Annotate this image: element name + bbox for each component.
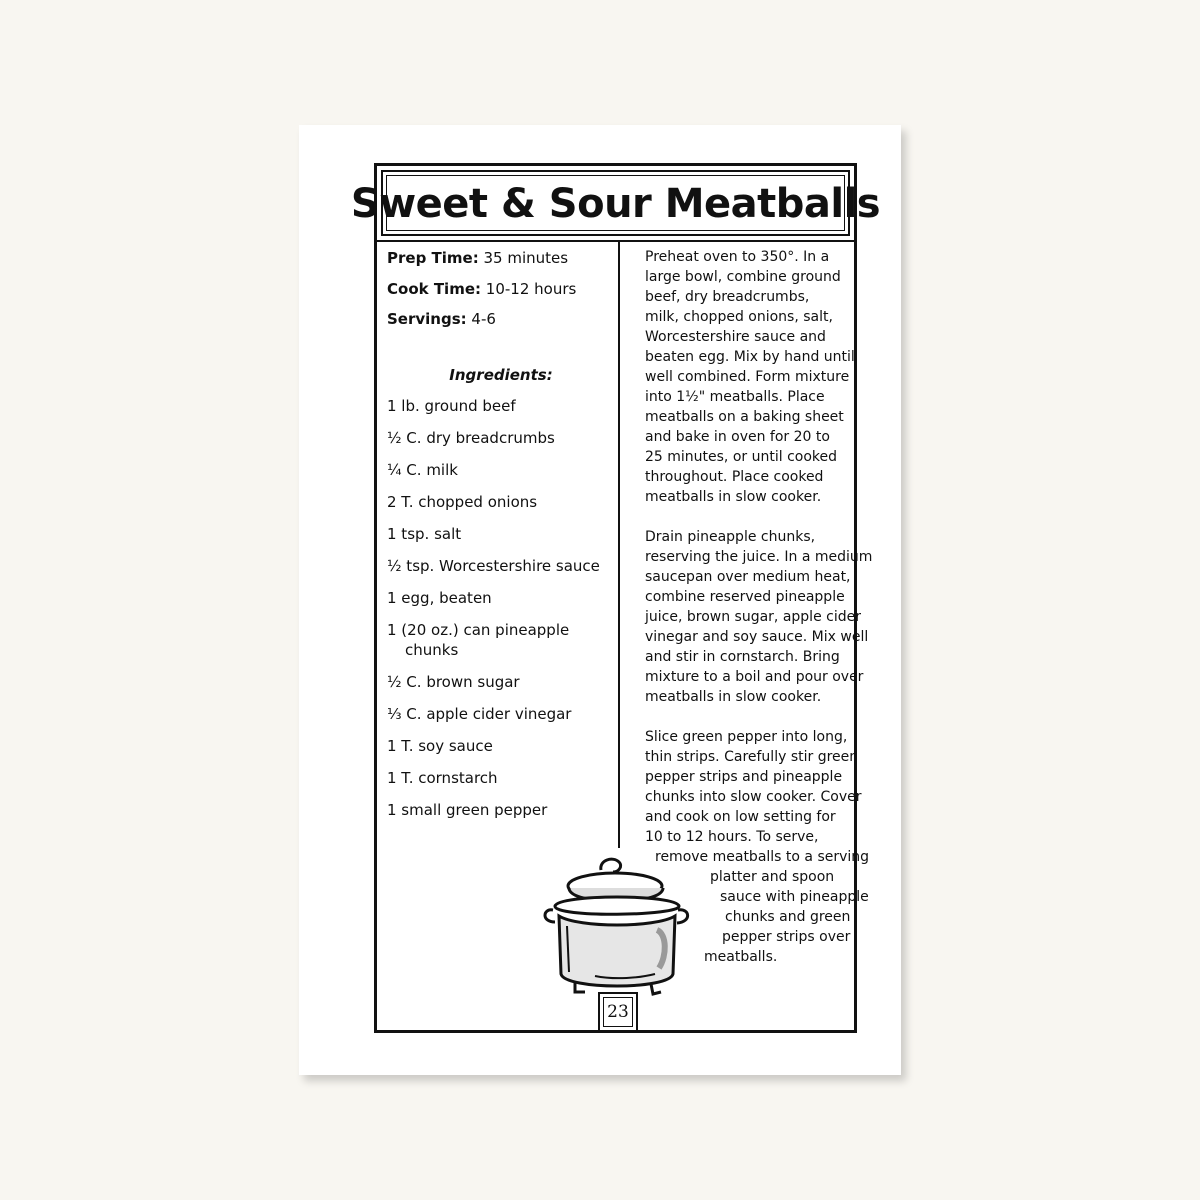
ingredient-item: ½ C. dry breadcrumbs	[387, 428, 555, 447]
ingredient-item: 1 lb. ground beef	[387, 396, 516, 415]
ingredient-item: 1 T. soy sauce	[387, 736, 493, 755]
ingredient-item: ¼ C. milk	[387, 460, 458, 479]
page-number-box	[598, 992, 638, 1032]
title-box	[350, 170, 881, 236]
directions-paragraph-3: Slice green pepper into long, thin strips. Carefully stir green pepper strips and pineapple chunks into slow cooker. Cover and cook on low setting for 10 to 12 hours. To serve, remove meatballs to a serving platter and spoon sauce with pineapple chunks and green pepper strips over meatballs.	[645, 729, 870, 965]
ingredient-item: 1 tsp. salt	[387, 524, 462, 543]
recipe-card	[299, 125, 901, 1075]
slow-cooker-icon	[535, 856, 700, 1011]
prep-time: Prep Time: 35 minutes	[387, 249, 569, 267]
ingredient-item: ½ tsp. Worcestershire sauce	[387, 556, 600, 575]
ingredient-item: 2 T. chopped onions	[387, 492, 538, 511]
recipe-frame	[350, 163, 881, 1033]
directions-paragraph-1: Preheat oven to 350°. In a large bowl, combine ground beef, dry breadcrumbs, milk, chopped onions, salt, Worcestershire sauce and beaten egg. Mix by hand until well combined. Form mixture into 1½" meatballs. Place meatballs on a baking sheet and bake in oven for 20 to 25 minutes, or until cooked throughout. Place cooked meatballs in slow cooker.	[645, 249, 855, 505]
horizontal-divider	[377, 240, 854, 242]
ingredient-item: 1 egg, beaten	[387, 588, 492, 607]
ingredient-item: 1 small green pepper	[387, 800, 548, 819]
page-number: 23	[603, 997, 633, 1027]
directions-paragraph-2: Drain pineapple chunks, reserving the juice. In a medium saucepan over medium heat, combine reserved pineapple juice, brown sugar, apple cider vinegar and soy sauce. Mix well and stir in cornstarch. Bring mixture to a boil and pour over meatballs in slow cooker.	[645, 529, 873, 705]
cook-time: Cook Time: 10-12 hours	[387, 279, 577, 298]
ingredients-list	[387, 396, 615, 820]
ingredients-heading: Ingredients:	[449, 365, 553, 384]
servings: Servings: 4-6	[387, 310, 496, 328]
left-column	[387, 248, 615, 832]
recipe-title: Sweet & Sour Meatballs	[350, 181, 881, 227]
column-divider	[618, 242, 620, 848]
ingredient-item: ⅓ C. apple cider vinegar	[387, 704, 572, 723]
ingredient-item: 1 (20 oz.) can pineapple chunks	[387, 620, 570, 659]
ingredient-item: ½ C. brown sugar	[387, 672, 520, 691]
ingredient-item: 1 T. cornstarch	[387, 768, 498, 787]
